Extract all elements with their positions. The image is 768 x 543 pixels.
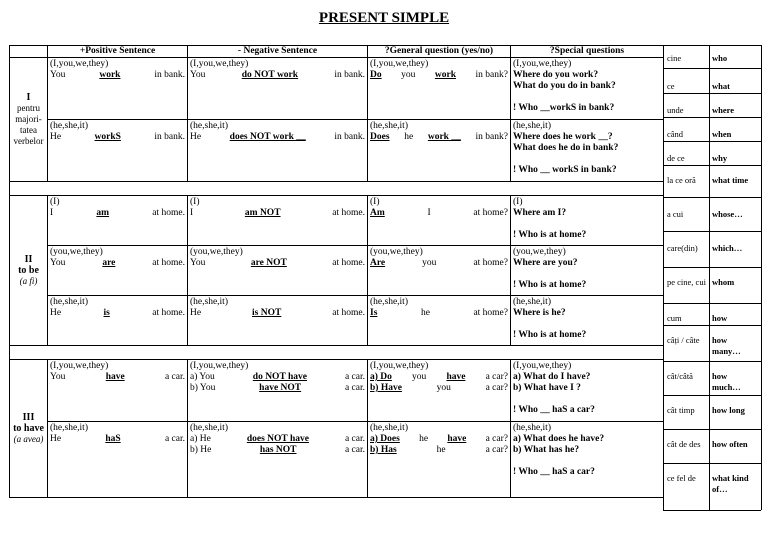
word-ro: cine bbox=[667, 53, 682, 63]
word-en: how often bbox=[712, 439, 748, 449]
word-en: why bbox=[712, 153, 728, 163]
table-row: II to be (a fi) (I) I am at home. (I) I am NOT at home. (I) Am I at home? (I) Where am I? ! Who is at home? bbox=[10, 196, 664, 246]
word-ro: ce fel de bbox=[667, 473, 696, 483]
word-en: what kind of… bbox=[712, 473, 749, 494]
word-ro: câți / câte bbox=[667, 335, 700, 345]
group-label: II to be (a fi) bbox=[10, 196, 48, 346]
page-title: PRESENT SIMPLE bbox=[318, 10, 450, 26]
cell-general: (I,you,we,they) Do you work in bank? bbox=[368, 58, 511, 120]
word-ro: cum bbox=[667, 313, 682, 323]
word-en: which… bbox=[712, 243, 743, 253]
word-ro: pe cine, cui bbox=[667, 277, 706, 287]
table-row: (you,we,they) You are at home. (you,we,they) You are NOT at home. (you,we,they) Are you at home? (you,we,they) Where are you? ! Who is at home? bbox=[10, 246, 664, 296]
word-en: what bbox=[712, 81, 730, 91]
word-en: how bbox=[712, 313, 728, 323]
cell-negative: (he,she,it) He does NOT work __ in bank. bbox=[188, 120, 368, 182]
cell-positive: (he,she,it) He workS in bank. bbox=[48, 120, 188, 182]
word-ro: cât de des bbox=[667, 439, 701, 449]
word-en: where bbox=[712, 105, 735, 115]
word-en: how many… bbox=[712, 335, 741, 356]
word-ro: a cui bbox=[667, 209, 684, 219]
header-special: ?Special questions bbox=[511, 46, 664, 58]
word-en: when bbox=[712, 129, 732, 139]
cell-general: (he,she,it) Does he work __ in bank? bbox=[368, 120, 511, 182]
word-ro: cât/câtă bbox=[667, 371, 693, 381]
table-row: III to have (a avea) (I,you,we,they) You have a car. (I,you,we,they) a) You do NOT have a car. b) You have NOT a car. (I,you,we,they) a) Do you have a car? b) Have you a car? (I,you,we,they) a) What do I have? b) What have I ? ! Who __ haS a car? bbox=[10, 360, 664, 422]
word-en: whose… bbox=[712, 209, 743, 219]
header-positive: +Positive Sentence bbox=[48, 46, 188, 58]
cell-positive: (I,you,we,they) You work in bank. bbox=[48, 58, 188, 120]
word-ro: cât timp bbox=[667, 405, 695, 415]
word-ro: unde bbox=[667, 105, 684, 115]
table-row bbox=[10, 58, 664, 120]
cell-special: (he,she,it) Where does he work __? What does he do in bank? ! Who __ workS in bank? bbox=[511, 120, 664, 182]
word-en: what time bbox=[712, 175, 749, 185]
word-ro: la ce oră bbox=[667, 175, 696, 185]
question-words-list bbox=[663, 45, 761, 510]
cell-negative: (I,you,we,they) You do NOT work in bank. bbox=[188, 58, 368, 120]
grammar-table bbox=[9, 45, 664, 498]
table-row: (he,she,it) He haS a car. (he,she,it) a) He does NOT have a car. b) He has NOT a car. (he,she,it) a) Does he have a car? b) Has he a car? (he,she,it) a) What does he have? b) What has he? ! Who __ haS a car? bbox=[10, 422, 664, 498]
header-row bbox=[10, 46, 664, 58]
table-row bbox=[10, 120, 664, 182]
group-label: I pentru majori-tatea verbelor bbox=[10, 58, 48, 182]
word-ro: când bbox=[667, 129, 684, 139]
word-en: how long bbox=[712, 405, 745, 415]
header-general: ?General question (yes/no) bbox=[368, 46, 511, 58]
cell-special: (I,you,we,they) Where do you work? What do you do in bank? ! Who __workS in bank? bbox=[511, 58, 664, 120]
word-en: how much… bbox=[712, 371, 741, 392]
word-ro: care(din) bbox=[667, 243, 698, 253]
word-en: who bbox=[712, 53, 728, 63]
table-row: (he,she,it) He is at home. (he,she,it) He is NOT at home. (he,she,it) Is he at home? (he,she,it) Where is he? ! Who is at home? bbox=[10, 296, 664, 346]
word-ro: ce bbox=[667, 81, 675, 91]
header-negative: - Negative Sentence bbox=[188, 46, 368, 58]
word-ro: de ce bbox=[667, 153, 685, 163]
group-label: III to have (a avea) bbox=[10, 360, 48, 498]
word-en: whom bbox=[712, 277, 735, 287]
